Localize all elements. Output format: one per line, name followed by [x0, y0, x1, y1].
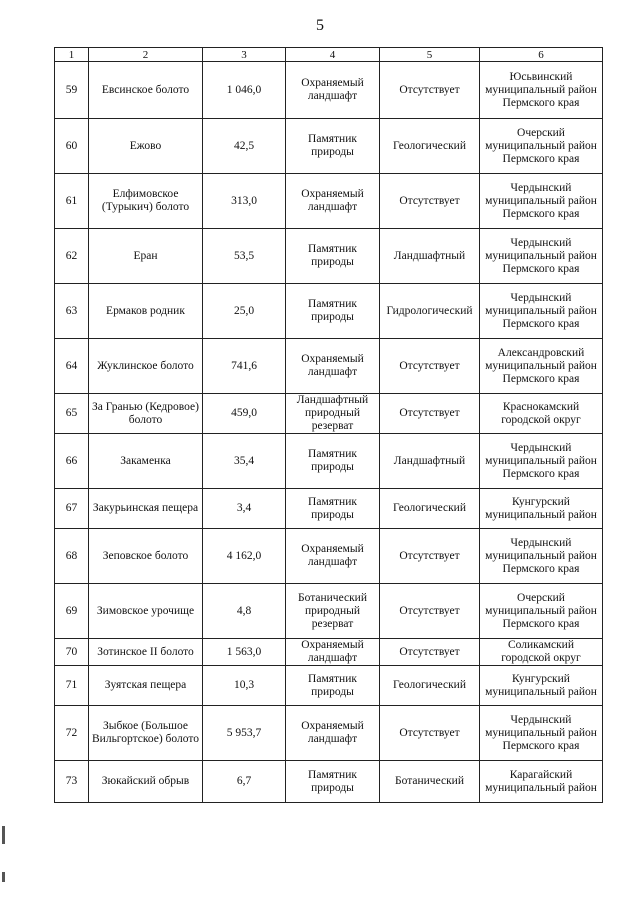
location-cell: Очерский муниципальный район Пермского края	[480, 119, 603, 174]
table-row	[55, 394, 603, 434]
scan-margin-mark	[2, 826, 5, 844]
location-cell: Краснокамский городской округ	[480, 394, 603, 434]
location-cell: Чердынский муниципальный район Пермского края	[480, 529, 603, 584]
category-cell: Охраняемый ландшафт	[286, 529, 380, 584]
row-number-cell: 62	[55, 229, 89, 284]
profile-cell: Ботанический	[380, 761, 480, 803]
row-number-cell: 70	[55, 639, 89, 666]
profile-cell: Отсутствует	[380, 584, 480, 639]
object-name-cell: Ежово	[89, 119, 203, 174]
row-number-cell: 60	[55, 119, 89, 174]
location-cell: Чердынский муниципальный район Пермского края	[480, 229, 603, 284]
column-header: 2	[89, 48, 203, 62]
object-name-cell: Еран	[89, 229, 203, 284]
area-ha-cell: 3,4	[203, 489, 286, 529]
row-number-cell: 73	[55, 761, 89, 803]
category-cell: Памятник природы	[286, 761, 380, 803]
object-name-cell: Зотинское II болото	[89, 639, 203, 666]
table-row	[55, 584, 603, 639]
column-header: 1	[55, 48, 89, 62]
object-name-cell: Зыбкое (Большое Вильгортское) болото	[89, 706, 203, 761]
row-number-cell: 65	[55, 394, 89, 434]
table-row	[55, 62, 603, 119]
location-cell: Чердынский муниципальный район Пермского края	[480, 174, 603, 229]
location-cell: Соликамский городской округ	[480, 639, 603, 666]
category-cell: Охраняемый ландшафт	[286, 62, 380, 119]
object-name-cell: Жуклинское болото	[89, 339, 203, 394]
category-cell: Памятник природы	[286, 666, 380, 706]
table-header-row	[55, 48, 603, 62]
location-cell: Юсьвинский муниципальный район Пермского края	[480, 62, 603, 119]
table-row	[55, 706, 603, 761]
row-number-cell: 66	[55, 434, 89, 489]
profile-cell: Отсутствует	[380, 706, 480, 761]
row-number-cell: 68	[55, 529, 89, 584]
table-row	[55, 174, 603, 229]
category-cell: Памятник природы	[286, 434, 380, 489]
object-name-cell: Зюкайский обрыв	[89, 761, 203, 803]
area-ha-cell: 1 046,0	[203, 62, 286, 119]
table-row	[55, 119, 603, 174]
location-cell: Чердынский муниципальный район Пермского края	[480, 284, 603, 339]
category-cell: Памятник природы	[286, 284, 380, 339]
category-cell: Охраняемый ландшафт	[286, 174, 380, 229]
category-cell: Охраняемый ландшафт	[286, 706, 380, 761]
table-row	[55, 434, 603, 489]
table-body	[55, 62, 603, 803]
row-number-cell: 67	[55, 489, 89, 529]
column-header: 5	[380, 48, 480, 62]
column-header: 3	[203, 48, 286, 62]
scan-margin-mark	[2, 872, 5, 882]
table-row	[55, 639, 603, 666]
object-name-cell: Елфимовское (Турыкич) болото	[89, 174, 203, 229]
location-cell: Кунгурский муниципальный район	[480, 666, 603, 706]
table-row	[55, 761, 603, 803]
column-header: 6	[480, 48, 603, 62]
profile-cell: Геологический	[380, 119, 480, 174]
area-ha-cell: 10,3	[203, 666, 286, 706]
area-ha-cell: 42,5	[203, 119, 286, 174]
category-cell: Охраняемый ландшафт	[286, 639, 380, 666]
column-header: 4	[286, 48, 380, 62]
area-ha-cell: 5 953,7	[203, 706, 286, 761]
profile-cell: Отсутствует	[380, 529, 480, 584]
row-number-cell: 69	[55, 584, 89, 639]
profile-cell: Отсутствует	[380, 394, 480, 434]
location-cell: Очерский муниципальный район Пермского края	[480, 584, 603, 639]
profile-cell: Отсутствует	[380, 62, 480, 119]
object-name-cell: Зеповское болото	[89, 529, 203, 584]
object-name-cell: Закурьинская пещера	[89, 489, 203, 529]
category-cell: Памятник природы	[286, 489, 380, 529]
row-number-cell: 72	[55, 706, 89, 761]
location-cell: Кунгурский муниципальный район	[480, 489, 603, 529]
area-ha-cell: 313,0	[203, 174, 286, 229]
area-ha-cell: 6,7	[203, 761, 286, 803]
row-number-cell: 61	[55, 174, 89, 229]
profile-cell: Отсутствует	[380, 639, 480, 666]
object-name-cell: За Гранью (Кедровое) болото	[89, 394, 203, 434]
profile-cell: Гидрологический	[380, 284, 480, 339]
profile-cell: Отсутствует	[380, 339, 480, 394]
row-number-cell: 64	[55, 339, 89, 394]
object-name-cell: Зуятская пещера	[89, 666, 203, 706]
category-cell: Ботанический природный резерват	[286, 584, 380, 639]
location-cell: Чердынский муниципальный район Пермского края	[480, 434, 603, 489]
page-number: 5	[316, 17, 324, 34]
area-ha-cell: 53,5	[203, 229, 286, 284]
table-row	[55, 229, 603, 284]
profile-cell: Геологический	[380, 666, 480, 706]
object-name-cell: Ермаков родник	[89, 284, 203, 339]
row-number-cell: 59	[55, 62, 89, 119]
location-cell: Александровский муниципальный район Пермского края	[480, 339, 603, 394]
area-ha-cell: 35,4	[203, 434, 286, 489]
table-row	[55, 529, 603, 584]
object-name-cell: Закаменка	[89, 434, 203, 489]
profile-cell: Отсутствует	[380, 174, 480, 229]
profile-cell: Ландшафтный	[380, 434, 480, 489]
area-ha-cell: 459,0	[203, 394, 286, 434]
object-name-cell: Евсинское болото	[89, 62, 203, 119]
area-ha-cell: 25,0	[203, 284, 286, 339]
area-ha-cell: 1 563,0	[203, 639, 286, 666]
category-cell: Охраняемый ландшафт	[286, 339, 380, 394]
area-ha-cell: 4 162,0	[203, 529, 286, 584]
location-cell: Чердынский муниципальный район Пермского края	[480, 706, 603, 761]
profile-cell: Ландшафтный	[380, 229, 480, 284]
table-row	[55, 489, 603, 529]
row-number-cell: 71	[55, 666, 89, 706]
area-ha-cell: 741,6	[203, 339, 286, 394]
location-cell: Карагайский муниципальный район	[480, 761, 603, 803]
protected-areas-table	[54, 47, 603, 803]
profile-cell: Геологический	[380, 489, 480, 529]
table-row	[55, 666, 603, 706]
category-cell: Ландшафтный природный резерват	[286, 394, 380, 434]
object-name-cell: Зимовское урочище	[89, 584, 203, 639]
category-cell: Памятник природы	[286, 229, 380, 284]
row-number-cell: 63	[55, 284, 89, 339]
table-row	[55, 284, 603, 339]
table-row	[55, 339, 603, 394]
area-ha-cell: 4,8	[203, 584, 286, 639]
category-cell: Памятник природы	[286, 119, 380, 174]
